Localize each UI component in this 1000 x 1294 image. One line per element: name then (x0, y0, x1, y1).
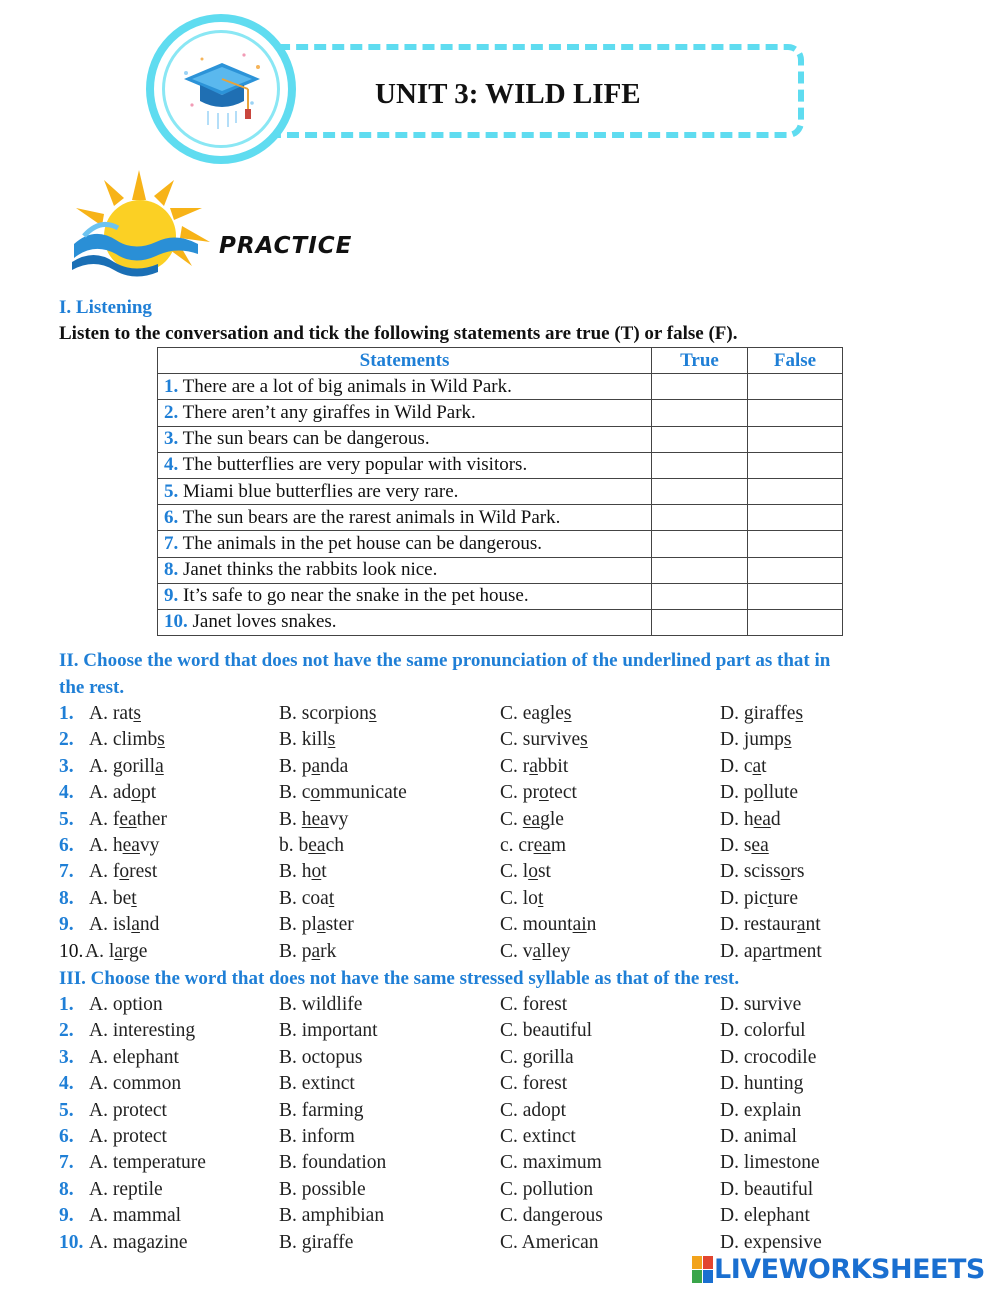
liveworksheets-logo (692, 1254, 985, 1285)
underlined-part: ea (308, 835, 326, 856)
option-b[interactable]: B. inform (279, 1126, 355, 1147)
option-c[interactable] (500, 703, 571, 725)
question-row (59, 1100, 959, 1126)
question-number: 5. (59, 1099, 74, 1121)
true-checkbox-cell[interactable] (652, 374, 748, 400)
question-number: 1. (59, 703, 74, 724)
table-row (158, 374, 843, 400)
option-text: D. p (720, 782, 754, 804)
underlined-part: o (311, 861, 322, 883)
option-d[interactable]: D. colorful (720, 1020, 806, 1042)
option-c[interactable] (500, 756, 568, 778)
table-row (158, 505, 843, 531)
option-c[interactable]: C. dangerous (500, 1205, 603, 1227)
section-3-heading: III. Choose the word that does not have the same stressed syllable as that of the rest. (59, 968, 740, 989)
option-text: B. h (279, 861, 312, 883)
question-number: 2. (59, 1020, 74, 1042)
graduation-cap-icon (172, 45, 272, 135)
option-text: B. coa (279, 887, 329, 909)
false-checkbox-cell[interactable] (748, 374, 843, 400)
underlined-part: s (327, 729, 336, 751)
option-b[interactable] (279, 703, 377, 725)
underlined-part: a (762, 940, 771, 962)
option-d[interactable] (720, 729, 792, 751)
option-b[interactable]: B. amphibian (279, 1205, 385, 1227)
option-a[interactable] (85, 941, 147, 963)
option-text: C. lo (500, 887, 538, 909)
statement-text: Janet loves snakes. (187, 611, 337, 633)
underlined-part: ai (572, 914, 587, 936)
live-badge-icon (692, 1256, 714, 1284)
option-a[interactable] (89, 888, 137, 910)
section-2-heading-cont: the rest. (59, 677, 125, 698)
option-d[interactable] (720, 782, 798, 804)
option-c[interactable]: C. extinct (500, 1126, 576, 1147)
underlined-part: o (119, 861, 130, 883)
underlined-part: a (796, 914, 806, 936)
option-a[interactable] (89, 809, 167, 831)
option-text: pt (141, 782, 157, 804)
question-number: 1. (59, 994, 74, 1015)
option-text: D. pic (720, 887, 768, 909)
option-c[interactable] (500, 941, 570, 963)
option-d[interactable]: D. animal (720, 1126, 797, 1147)
option-text: A. gorill (89, 755, 156, 777)
question-number: 7. (59, 1152, 74, 1174)
underlined-part: s (795, 703, 804, 724)
true-checkbox-cell[interactable] (652, 557, 748, 583)
option-a[interactable]: A. common (89, 1073, 182, 1095)
underlined-part: s (157, 729, 165, 751)
option-text: gle (540, 808, 564, 830)
option-text: vy (139, 835, 160, 856)
section-1-instruction: Listen to the conversation and tick the following statements are true (T) or false (F). (59, 323, 738, 344)
option-d[interactable] (720, 756, 767, 778)
true-checkbox-cell[interactable] (652, 583, 748, 609)
question-number: 6. (59, 1126, 74, 1147)
option-d[interactable] (720, 703, 803, 725)
option-text: rk (320, 940, 337, 962)
option-text: D. giraffe (720, 703, 796, 724)
table-row (158, 557, 843, 583)
option-text: D. sciss (720, 861, 781, 883)
option-a[interactable] (89, 914, 159, 936)
underlined-part: t (767, 887, 774, 909)
table-row (158, 478, 843, 504)
option-a[interactable]: A. interesting (89, 1020, 196, 1042)
underlined-part: s (783, 729, 792, 751)
option-text: ure (773, 887, 798, 909)
option-text: rtment (770, 940, 822, 962)
option-b[interactable] (279, 835, 344, 857)
option-d[interactable]: D. crocodile (720, 1046, 817, 1068)
option-text: vy (328, 808, 349, 830)
option-text: B. p (279, 755, 312, 777)
statement-number: 1. (164, 375, 179, 397)
false-checkbox-cell[interactable] (748, 478, 843, 504)
option-text: D. s (720, 835, 752, 856)
option-c[interactable] (500, 861, 551, 883)
underlined-part: ea (751, 835, 769, 856)
underlined-part: a (532, 940, 542, 962)
statement-text: The animals in the pet house can be dangerous. (178, 532, 542, 554)
liveworksheets-brand: LIVEWORKSHEETS (714, 1254, 985, 1285)
question-row (59, 1047, 959, 1073)
option-b[interactable]: B. wildlife (279, 994, 363, 1015)
question-number: 10. (59, 1231, 84, 1253)
option-b[interactable]: B. foundation (279, 1152, 387, 1174)
question-row (59, 914, 959, 940)
option-a[interactable]: A. elephant (89, 1046, 179, 1068)
true-false-table (157, 347, 843, 636)
option-c[interactable] (500, 729, 588, 751)
option-text: nda (320, 755, 349, 777)
option-a[interactable]: A. reptile (89, 1178, 163, 1200)
option-text: A. f (89, 808, 120, 830)
question-row (59, 835, 959, 861)
statement-number: 9. (164, 585, 179, 607)
option-text: D. restaur (720, 914, 797, 936)
question-number: 3. (59, 1046, 74, 1068)
option-a[interactable] (89, 861, 157, 883)
option-b[interactable] (279, 941, 336, 963)
option-c[interactable]: C. forest (500, 1073, 568, 1095)
true-checkbox-cell[interactable] (652, 426, 748, 452)
option-c[interactable] (500, 914, 596, 936)
question-number: 9. (59, 1205, 74, 1227)
option-text: B. kill (279, 729, 328, 751)
false-checkbox-cell[interactable] (748, 583, 843, 609)
option-d[interactable] (720, 835, 769, 857)
option-c[interactable] (500, 888, 543, 910)
underlined-part: hea (301, 808, 329, 830)
table-header-row (158, 348, 843, 374)
question-row (59, 809, 959, 835)
question-number: 8. (59, 887, 74, 909)
option-text: ther (136, 808, 167, 830)
option-b[interactable] (279, 888, 334, 910)
underlined-part: a (311, 755, 321, 777)
false-checkbox-cell[interactable] (748, 609, 843, 635)
question-row (59, 888, 959, 914)
statement-text: The sun bears are the rarest animals in Wild Park. (178, 506, 561, 528)
option-a[interactable] (89, 782, 156, 804)
option-text: C. v (500, 940, 533, 962)
true-checkbox-cell[interactable] (652, 609, 748, 635)
statement-number: 3. (164, 428, 179, 450)
option-b[interactable]: B. octopus (279, 1046, 363, 1068)
false-checkbox-cell[interactable] (748, 400, 843, 426)
option-text: C. survive (500, 729, 581, 751)
option-text: ster (325, 914, 354, 936)
option-b[interactable] (279, 861, 327, 883)
statement-number: 4. (164, 454, 179, 476)
option-text: n (586, 914, 597, 936)
option-text: D. c (720, 755, 753, 777)
option-a[interactable] (89, 729, 165, 751)
option-b[interactable]: B. farming (279, 1099, 364, 1121)
question-row (59, 861, 959, 887)
underlined-part: t (131, 887, 137, 909)
option-text: A. isl (89, 914, 132, 936)
question-row (59, 729, 959, 755)
underlined-part: o (131, 782, 141, 804)
underlined-part: a (131, 914, 140, 936)
option-d[interactable]: D. beautiful (720, 1178, 814, 1200)
option-text: nd (139, 914, 160, 936)
option-d[interactable]: D. limestone (720, 1152, 820, 1174)
option-d[interactable] (720, 809, 781, 831)
option-text: A. climb (89, 729, 158, 751)
option-text: b. b (279, 835, 309, 856)
underlined-part: a (316, 914, 326, 936)
question-row (59, 1073, 959, 1099)
underlined-part: o (753, 782, 764, 804)
question-row (59, 1020, 959, 1046)
option-text: tect (548, 782, 577, 804)
statement-text: The butterflies are very popular with visitors. (178, 454, 528, 476)
question-number: 2. (59, 729, 74, 751)
option-a[interactable] (89, 756, 164, 778)
true-checkbox-cell[interactable] (652, 400, 748, 426)
option-text: nt (805, 914, 821, 936)
option-a[interactable]: A. magazine (89, 1231, 188, 1253)
statement-text: There are a lot of big animals in Wild Park. (178, 375, 512, 397)
underlined-part: ea (533, 835, 551, 856)
underlined-part: ea (753, 808, 771, 830)
option-text: B. p (279, 940, 312, 962)
option-d[interactable]: D. elephant (720, 1205, 810, 1227)
option-d[interactable]: D. expensive (720, 1231, 822, 1253)
option-text: bbit (537, 755, 569, 777)
option-d[interactable]: D. explain (720, 1099, 802, 1121)
false-checkbox-cell[interactable] (748, 452, 843, 478)
false-checkbox-cell[interactable] (748, 505, 843, 531)
underlined-part: a (752, 755, 762, 777)
section-2-heading: II. Choose the word that does not have the same pronunciation of the underlined part as that in (59, 650, 831, 671)
page-title: UNIT 3: WILD LIFE (375, 78, 641, 110)
option-text: B. c (279, 782, 311, 804)
underlined-part: s (133, 703, 141, 724)
option-b[interactable]: B. extinct (279, 1073, 355, 1095)
statement-text: There aren’t any giraffes in Wild Park. (178, 401, 476, 423)
table-row (158, 400, 843, 426)
option-c[interactable] (500, 782, 577, 804)
option-text: C. mount (500, 914, 573, 936)
option-a[interactable]: A. protect (89, 1126, 167, 1147)
question-number: 6. (59, 835, 74, 856)
option-text: D. jump (720, 729, 784, 751)
question-row (59, 1179, 959, 1205)
option-d[interactable] (720, 861, 805, 883)
underlined-part: a (114, 940, 123, 962)
option-b[interactable]: B. giraffe (279, 1231, 354, 1253)
true-checkbox-cell[interactable] (652, 505, 748, 531)
true-checkbox-cell[interactable] (652, 478, 748, 504)
option-text: st (537, 861, 551, 883)
option-text: m (550, 835, 567, 856)
option-text: D. ap (720, 940, 763, 962)
underlined-part: s (368, 703, 377, 724)
option-b[interactable] (279, 729, 335, 751)
question-number: 4. (59, 782, 74, 804)
statement-number: 6. (164, 506, 179, 528)
option-d[interactable]: D. hunting (720, 1073, 804, 1095)
option-c[interactable] (500, 809, 564, 831)
question-number: 9. (59, 914, 74, 936)
option-text: lley (541, 940, 571, 962)
column-header-false: False (748, 348, 843, 374)
option-text: B. pl (279, 914, 317, 936)
underlined-part: ea (119, 808, 137, 830)
underlined-part: a (155, 755, 164, 777)
option-text: B. scorpion (279, 703, 369, 724)
option-text: A. f (89, 861, 120, 883)
option-c[interactable]: C. gorilla (500, 1046, 574, 1068)
option-b[interactable] (279, 782, 407, 804)
statement-number: 10. (164, 611, 188, 633)
option-b[interactable] (279, 809, 348, 831)
question-row (59, 994, 959, 1020)
option-b[interactable] (279, 756, 348, 778)
question-number: 3. (59, 755, 74, 777)
underlined-part: s (563, 703, 572, 724)
option-b[interactable]: B. possible (279, 1178, 366, 1200)
option-text: C. l (500, 861, 529, 883)
option-c[interactable]: C. maximum (500, 1152, 602, 1174)
option-d[interactable] (720, 888, 798, 910)
statement-number: 5. (164, 480, 179, 502)
option-text: llute (763, 782, 799, 804)
underlined-part: o (310, 782, 321, 804)
option-text: A. be (89, 887, 132, 909)
option-c[interactable]: C. pollution (500, 1178, 594, 1200)
question-row (59, 782, 959, 808)
option-b[interactable]: B. important (279, 1020, 378, 1042)
option-text: rs (790, 861, 805, 883)
underlined-part: o (780, 861, 791, 883)
underlined-part: o (528, 861, 538, 883)
option-a[interactable]: A. temperature (89, 1152, 206, 1174)
question-number: 7. (59, 861, 74, 883)
option-text: C. r (500, 755, 530, 777)
question-number: 4. (59, 1073, 74, 1095)
option-c[interactable] (500, 835, 566, 857)
true-checkbox-cell[interactable] (652, 531, 748, 557)
question-number: 10. (59, 940, 84, 962)
option-text: A. h (89, 835, 123, 856)
underlined-part: t (537, 887, 544, 909)
underlined-part: ea (122, 835, 140, 856)
statement-text: The sun bears can be dangerous. (178, 428, 430, 450)
statement-number: 7. (164, 532, 179, 554)
option-text: A. rat (89, 703, 134, 724)
question-number: 8. (59, 1178, 74, 1200)
underlined-part: s (580, 729, 588, 751)
option-c[interactable]: C. American (500, 1231, 599, 1253)
option-c[interactable]: C. forest (500, 994, 568, 1015)
option-text: C. pr (500, 782, 539, 804)
true-checkbox-cell[interactable] (652, 452, 748, 478)
underlined-part: a (311, 940, 321, 962)
question-row (59, 1126, 959, 1152)
column-header-true: True (652, 348, 748, 374)
option-text: rest (129, 861, 158, 883)
statement-number: 8. (164, 559, 179, 581)
question-row (59, 1152, 959, 1178)
option-text: B. (279, 808, 302, 830)
section-1-heading: I. Listening (59, 297, 152, 318)
option-text: A. ad (89, 782, 132, 804)
option-text: D. h (720, 808, 754, 830)
underlined-part: a (529, 755, 538, 777)
underlined-part: t (328, 887, 335, 909)
underlined-part: o (539, 782, 549, 804)
table-row (158, 426, 843, 452)
option-text: C. eagle (500, 703, 564, 724)
false-checkbox-cell[interactable] (748, 531, 843, 557)
table-row (158, 531, 843, 557)
option-d[interactable] (720, 914, 821, 936)
option-a[interactable] (89, 835, 159, 857)
option-c[interactable]: C. beautiful (500, 1020, 593, 1042)
option-b[interactable] (279, 914, 354, 936)
option-text: c. cr (500, 835, 534, 856)
question-row (59, 1205, 959, 1231)
option-a[interactable]: A. option (89, 994, 163, 1015)
false-checkbox-cell[interactable] (748, 557, 843, 583)
option-a[interactable]: A. protect (89, 1099, 167, 1121)
option-text: ch (325, 835, 344, 856)
option-text: t (321, 861, 327, 883)
option-a[interactable]: A. mammal (89, 1205, 182, 1227)
statement-number: 2. (164, 401, 179, 423)
table-row (158, 452, 843, 478)
underlined-part: ea (522, 808, 541, 830)
statement-text: Janet thinks the rabbits look nice. (178, 559, 438, 581)
option-a[interactable] (89, 703, 141, 725)
statement-text: Miami blue butterflies are very rare. (178, 480, 459, 502)
option-text: rge (122, 940, 148, 962)
option-text: t (761, 755, 767, 777)
option-d[interactable]: D. survive (720, 994, 802, 1015)
question-number: 5. (59, 808, 74, 830)
sun-wave-icon (64, 170, 214, 282)
question-row (59, 941, 959, 967)
false-checkbox-cell[interactable] (748, 426, 843, 452)
question-row (59, 756, 959, 782)
option-text: d (770, 808, 781, 830)
option-text: mmunicate (320, 782, 407, 804)
statement-text: It’s safe to go near the snake in the pet house. (178, 585, 529, 607)
table-row (158, 583, 843, 609)
option-text: C. (500, 808, 523, 830)
option-text: A. l (85, 940, 115, 962)
column-header-statements: Statements (158, 348, 652, 374)
practice-title: PRACTICE (219, 233, 353, 259)
table-row (158, 609, 843, 635)
option-d[interactable] (720, 941, 822, 963)
question-row (59, 703, 959, 729)
option-c[interactable]: C. adopt (500, 1099, 567, 1121)
